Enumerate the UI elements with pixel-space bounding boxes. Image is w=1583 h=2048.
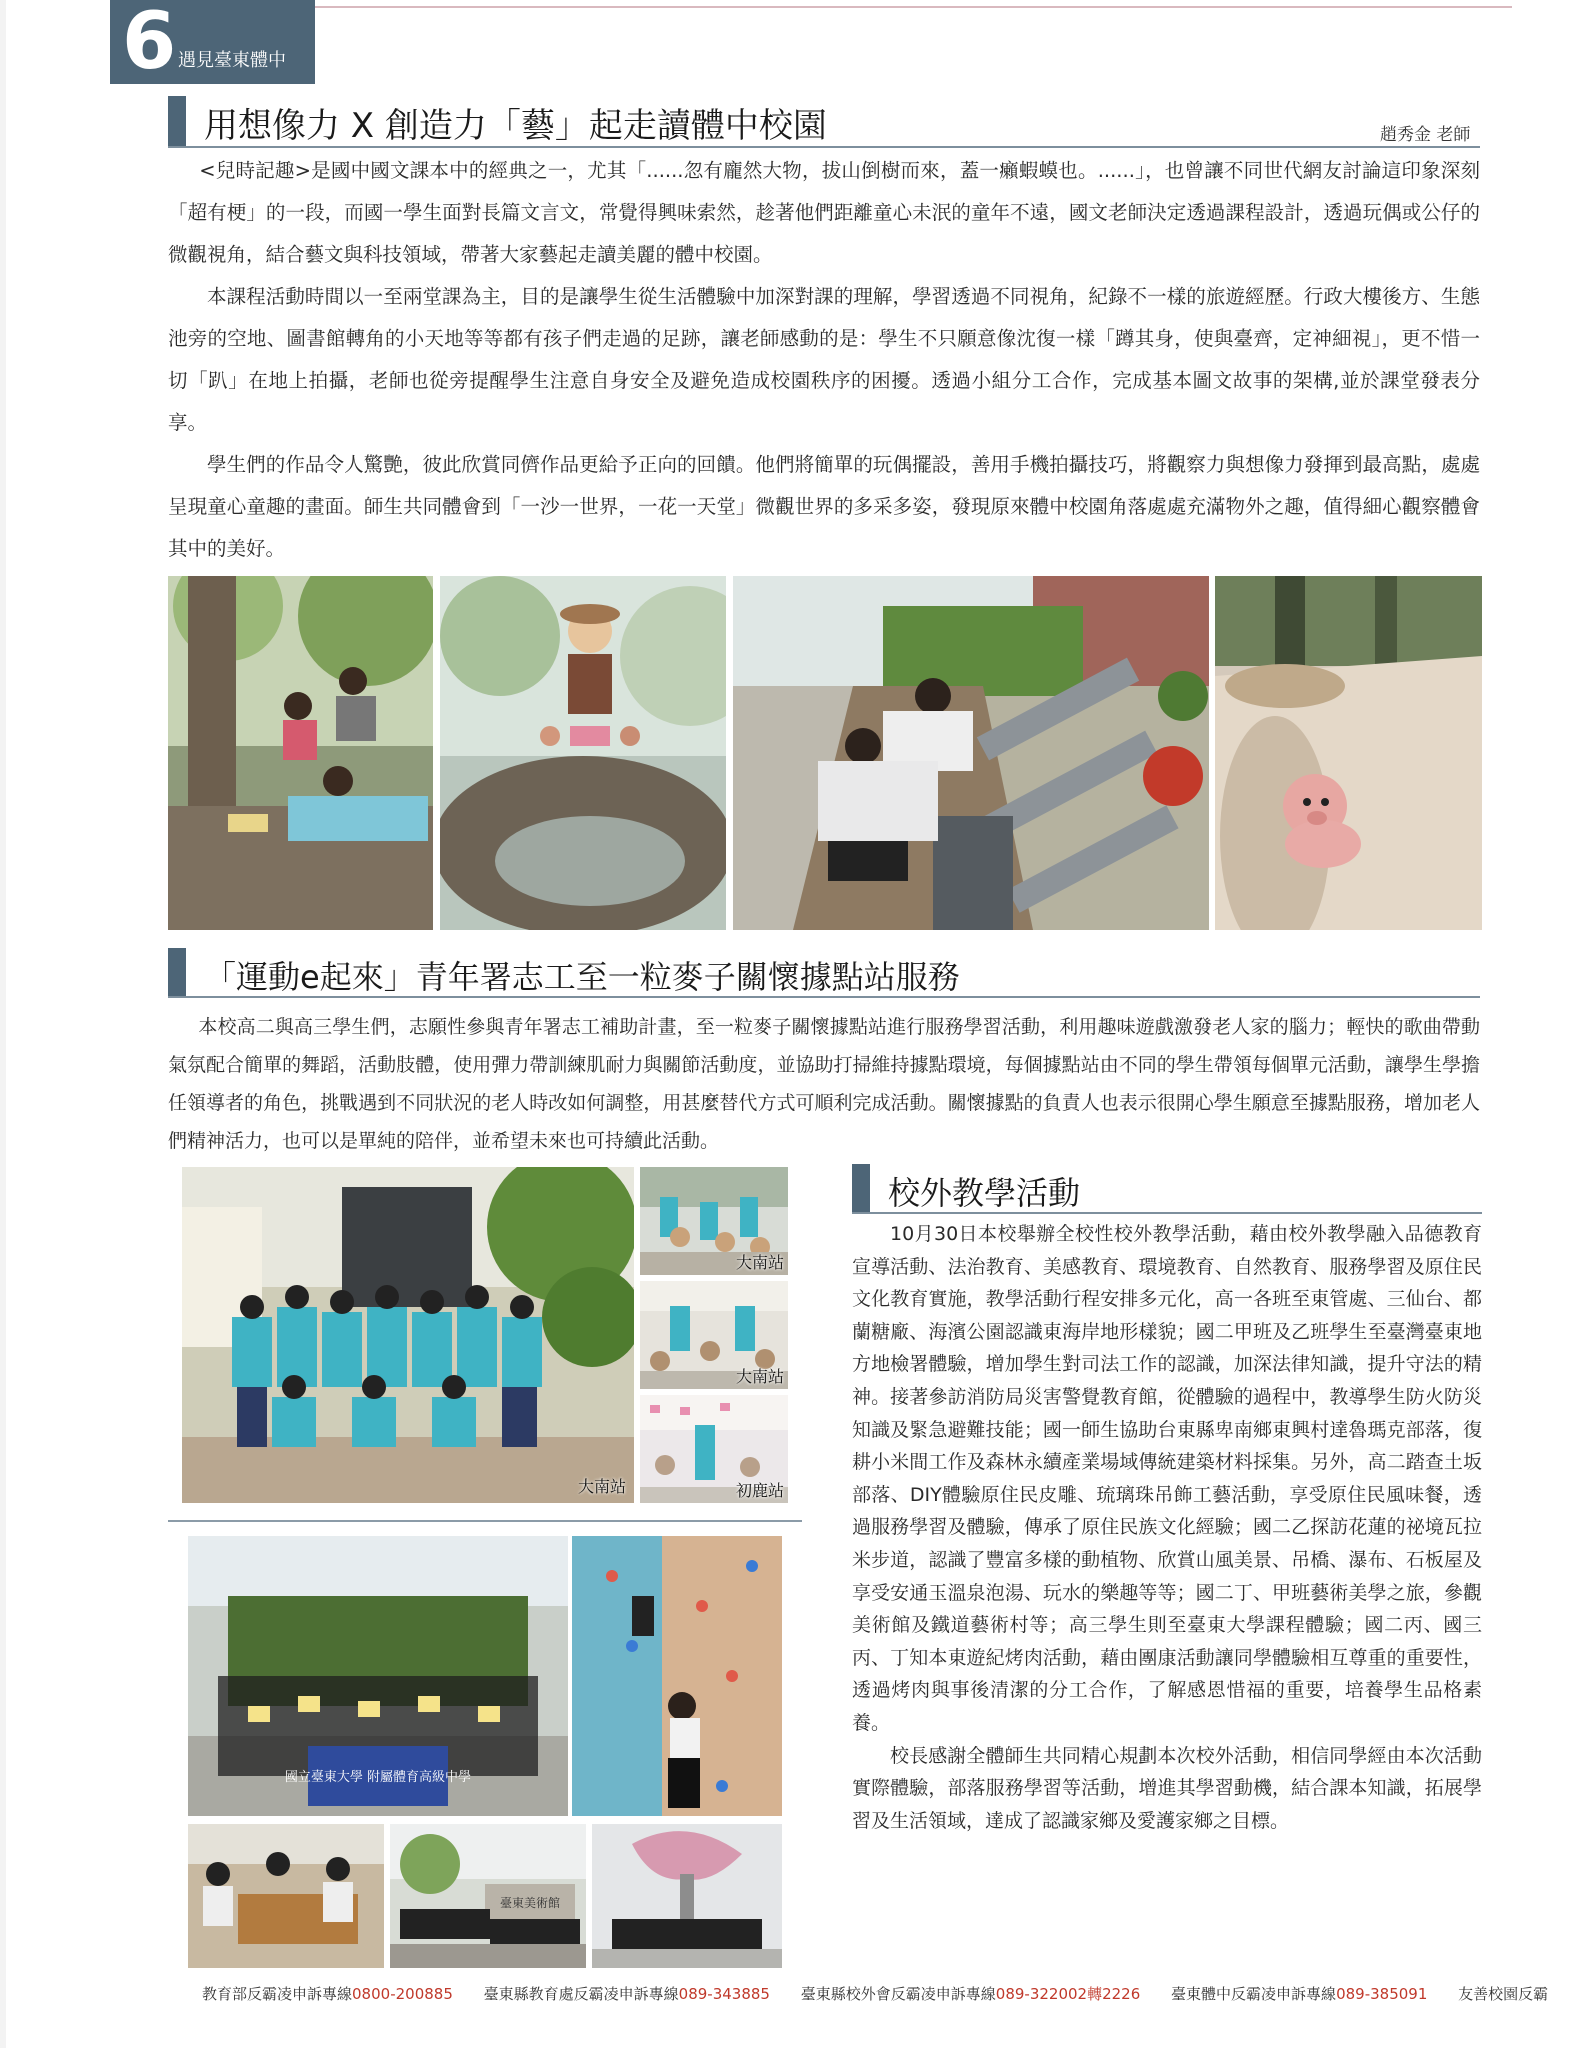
- hotline-label: 臺東縣教育處反霸凌申訴專線: [483, 1985, 679, 2003]
- section2-body: [168, 1008, 1480, 1160]
- hotline-number: 089-343885: [678, 1985, 770, 2003]
- section3-body: [852, 1218, 1482, 1837]
- hotline-item: [801, 1985, 1141, 2003]
- hotline-label: 友善校園反霸: [1458, 1985, 1549, 2003]
- page-number: 6: [122, 0, 175, 87]
- photo-art-museum-group: [390, 1824, 586, 1968]
- section-rule: [852, 1212, 1482, 1214]
- photo-caption: 大南站: [735, 1367, 784, 1386]
- section1-header: [168, 96, 1480, 148]
- photo-sculpture-group: [592, 1824, 782, 1968]
- section2-header: [168, 948, 1480, 998]
- photo-caption: 初鹿站: [735, 1481, 784, 1500]
- hotline-label: 教育部反霸凌申訴專線: [202, 1985, 353, 2003]
- paragraph: 本校高二與高三學生們，志願性參與青年署志工補助計畫，至一粒麥子關懷據點站進行服務學習活動，利用趣味遊戲激發老人家的腦力；輕快的歌曲帶動氣氛配合簡單的舞蹈，活動肢體，使用彈力帶訓練肌耐力與關節活動度，並協助打掃維持據點環境，每個據點站由不同的學生帶領每個單元活動，讓學生學擔任領導者的角色，挑戰遇到不同狀況的老人時改如何調整，用甚麼替代方式可順利完成活動。關懷據點的負責人也表示很開心學生願意至據點服務，增加老人們精神活力，也可以是單純的陪伴，並希望未來也可持續此活動。: [168, 1016, 1480, 1152]
- photo-volunteer-group: [182, 1167, 634, 1503]
- photo-chess-students: [188, 1824, 384, 1968]
- hotline-item: [484, 1985, 770, 2003]
- section1-body: [168, 150, 1480, 570]
- hotline-label: 臺東縣校外會反霸凌申訴專線: [800, 1985, 996, 2003]
- hotline-label: 臺東體中反霸凌申訴專線: [1171, 1985, 1337, 2003]
- section-bar: [168, 948, 186, 998]
- section-rule: [168, 996, 1480, 998]
- banner-text: 國立臺東大學 附屬體育高級中學: [284, 1770, 472, 1785]
- paragraph: <兒時記趣>是國中國文課本中的經典之一，尤其「......忽有龐然大物，拔山倒樹而來，蓋一癩蝦蟆也。......」，也曾讓不同世代網友討論這印象深刻「超有梗」的一段，而國一學生面對長篇文言文，常覺得興味索然，趁著他們距離童心未泯的童年不遠，國文老師決定透過課程設計，透過玩偶或公仔的微觀視角，結合藝文與科技領域，帶著大家藝起走讀美麗的體中校園。: [168, 159, 1480, 266]
- photo-caption: 大南站: [577, 1477, 626, 1496]
- author-name: 趙秀金 老師: [1380, 125, 1471, 145]
- column-label: 遇見臺東體中: [178, 50, 286, 71]
- top-rule: [312, 6, 1512, 8]
- hotline-item: [1171, 1985, 1427, 2003]
- left-margin-stripe: [0, 0, 6, 2048]
- hotline-number: 089-385091: [1336, 1985, 1428, 2003]
- hotline-item: [202, 1985, 453, 2003]
- photo-divider: [168, 1520, 802, 1522]
- photo-climbing-wall: [572, 1536, 782, 1816]
- photo-students-tree: [168, 576, 433, 930]
- paragraph: 10月30日本校舉辦全校性校外教學活動，藉由校外教學融入品德教育宣導活動、法治教育、美感教育、環境教育、自然教育、服務學習及原住民文化教育實施，教學活動行程安排多元化，高一各班至東管處、三仙台、都蘭糖廠、海濱公園認識東海岸地形樣貌；國二甲班及乙班學生至臺灣臺東地方地檢署體驗，增加學生對司法工作的認識，加深法律知識，提升守法的精神。接著參訪消防局災害警覺教育館，從體驗的過程中，教導學生防火防災知識及緊急避難技能；國一師生協助台東縣卑南鄉東興村達魯瑪克部落，復耕小米間工作及森林永續產業場域傳統建築材料採集。另外，高二踏查土坂部落、DIY體驗原住民皮雕、琉璃珠吊飾工藝活動，享受原住民風味餐，透過服務學習及體驗，傳承了原住民族文化經驗；國二乙探訪花蓮的祕境瓦拉米步道，認識了豐富多樣的動植物、欣賞山風美景、吊橋、瀑布、石板屋及享受安通玉溫泉泡湯、玩水的樂趣等等；國二丁、甲班藝術美學之旅，參觀美術館及鐵道藝術村等；高三學生則至臺東大學課程體驗；國二丙、國三丙、丁知本東遊紀烤肉活動，藉由團康活動讓同學體驗相互尊重的重要性，透過烤肉與事後清潔的分工合作，了解感恩惜福的重要，培養學生品格素養。: [852, 1223, 1482, 1734]
- section1-title: 用想像力 X 創造力「藝」起走讀體中校園: [204, 106, 827, 146]
- photo-elderly-activity-2: [640, 1281, 788, 1389]
- photo-students-drain: [733, 576, 1209, 930]
- paragraph: 本課程活動時間以一至兩堂課為主，目的是讓學生從生活體驗中加深對課的理解，學習透過不同視角，紀錄不一樣的旅遊經歷。行政大樓後方、生態池旁的空地、圖書館轉角的小天地等等都有孩子們走過的足跡，讓老師感動的是：學生不只願意像沈復一樣「蹲其身，使與臺齊，定神細視」，更不惜一切「趴」在地上拍攝，老師也從旁提醒學生注意自身安全及避免造成校園秩序的困擾。透過小組分工合作，完成基本圖文故事的架構,並於課堂發表分享。: [168, 285, 1480, 434]
- hotline-item: [1458, 1985, 1548, 2003]
- photo-caption: 大南站: [735, 1253, 784, 1272]
- paragraph: 校長感謝全體師生共同精心規劃本次校外活動，相信同學經由本次活動實際體驗，部落服務學習等活動，增進其學習動機，結合課本知識，拓展學習及生活領域，達成了認識家鄉及愛護家鄉之目標。: [852, 1744, 1482, 1832]
- section2-title: 「運動e起來」青年署志工至一粒麥子關懷據點站服務: [204, 958, 960, 996]
- photo-doll-puddle: [440, 576, 726, 930]
- section3-title: 校外教學活動: [888, 1174, 1081, 1212]
- section-bar: [852, 1164, 870, 1214]
- section-rule: [168, 146, 1480, 148]
- hotline-number: 089-322002轉2226: [995, 1985, 1141, 2003]
- photo-elderly-activity-3: [640, 1395, 788, 1503]
- footer-hotlines: [202, 1983, 1574, 2004]
- section-bar: [168, 96, 186, 148]
- hotline-number: 0800-200885: [352, 1985, 453, 2003]
- sign-text: 臺東美術館: [499, 1896, 561, 1910]
- photo-elderly-activity-1: [640, 1167, 788, 1275]
- photo-school-trip-group: [188, 1536, 568, 1816]
- paragraph: 學生們的作品令人驚艷，彼此欣賞同儕作品更給予正向的回饋。他們將簡單的玩偶擺設，善用手機拍攝技巧，將觀察力與想像力發揮到最高點，處處呈現童心童趣的畫面。師生共同體會到「一沙一世界，一花一天堂」微觀世界的多采多姿，發現原來體中校園角落處處充滿物外之趣，值得細心觀察體會其中的美好。: [168, 453, 1480, 560]
- photo-pig-figurine: [1215, 576, 1482, 930]
- section3-header: [852, 1164, 1482, 1214]
